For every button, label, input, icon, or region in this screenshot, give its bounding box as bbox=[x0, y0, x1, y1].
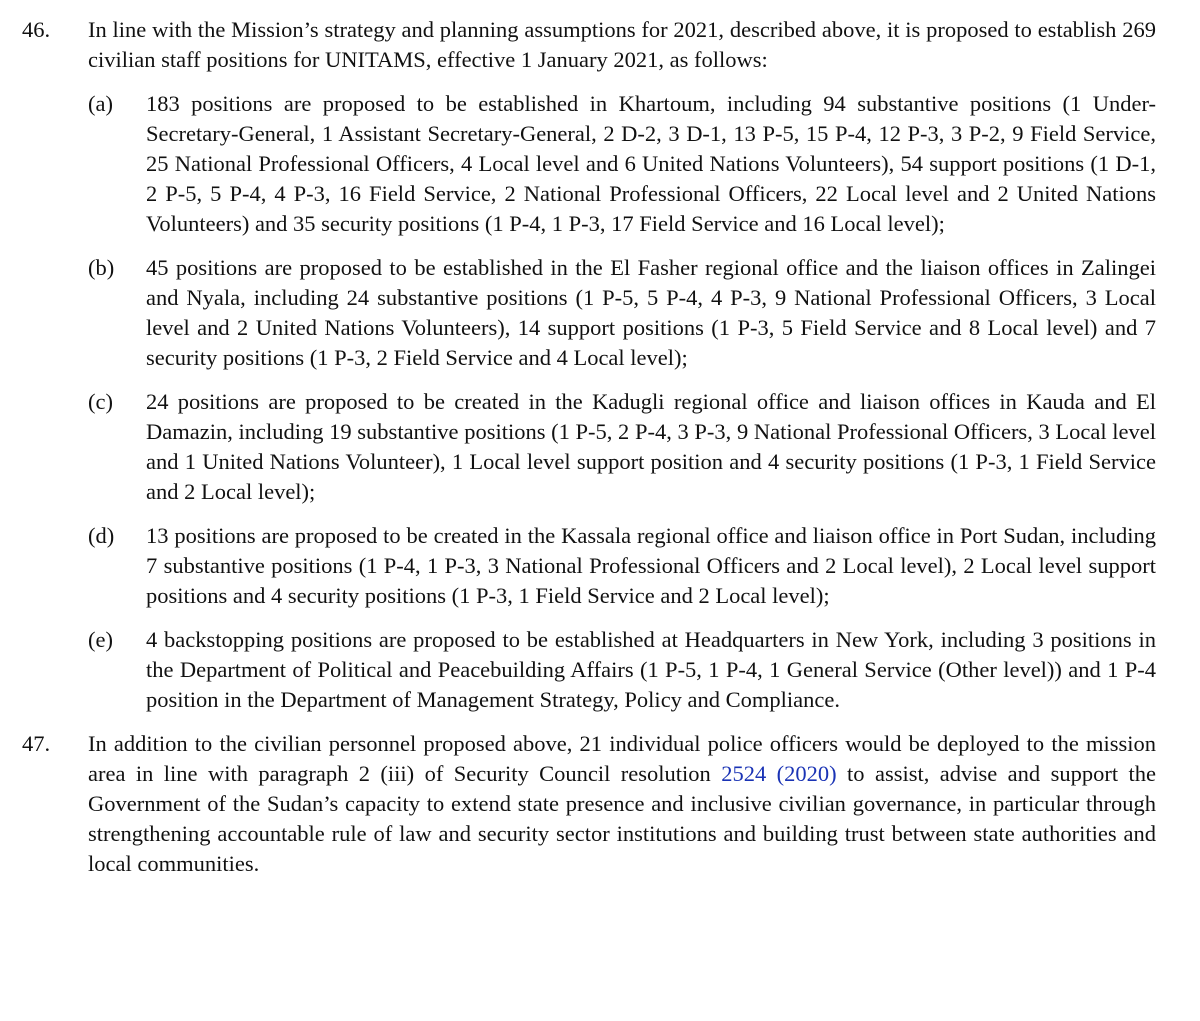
sub-item-d bbox=[0, 521, 1200, 611]
sub-item-c bbox=[0, 387, 1200, 507]
paragraph-46 bbox=[0, 15, 1200, 715]
sub-item-b bbox=[0, 253, 1200, 373]
sub-item-letter: (c) bbox=[88, 389, 113, 414]
sub-item-letter: (a) bbox=[88, 91, 113, 116]
sub-item-letter: (d) bbox=[88, 523, 115, 548]
sub-item-a bbox=[0, 89, 1200, 239]
sub-item-text: 13 positions are proposed to be created in the Kassala regional office and liaison office in Port Sudan, including 7 substantive positions (1 P-4, 1 P-3, 3 National Professional Officers and 2 Local level), 2 Local level support positions and 4 security positions (1 P-3, 1 Field Service and 2 Local level); bbox=[146, 523, 1156, 608]
sub-item-text: 45 positions are proposed to be established in the El Fasher regional office and the liaison offices in Zalingei and Nyala, including 24 substantive positions (1 P-5, 5 P-4, 4 P-3, 9 National Professional Officers, 3 Local level and 2 United Nations Volunteers), 14 support positions (1 P-3, 5 Field Service and 8 Local level) and 7 security positions (1 P-3, 2 Field Service and 4 Local level); bbox=[146, 255, 1156, 370]
paragraph-text-after-link: to assist, advise and support the Government of the Sudan’s capacity to extend state presence and inclusive civilian governance, in particular through strengthening accountable rule of law and security sector institutions and building trust between state authorities and local communities. bbox=[88, 761, 1156, 876]
sub-item-e bbox=[0, 625, 1200, 715]
sub-item-text: 183 positions are proposed to be established in Khartoum, including 94 substantive positions (1 Under-Secretary-General, 1 Assistant Secretary-General, 2 D-2, 3 D-1, 13 P-5, 15 P-4, 12 P-3, 3 P-2, 9 Field Service, 25 National Professional Officers, 4 Local level and 6 United Nations Volunteers), 54 support positions (1 D-1, 2 P-5, 5 P-4, 4 P-3, 16 Field Service, 2 National Professional Officers, 22 Local level and 2 United Nations Volunteers) and 35 security positions (1 P-4, 1 P-3, 17 Field Service and 16 Local level); bbox=[146, 91, 1156, 236]
paragraph-number: 46. bbox=[22, 17, 51, 42]
resolution-link[interactable]: 2524 (2020) bbox=[721, 761, 837, 786]
paragraph-text: In line with the Mission’s strategy and planning assumptions for 2021, described above, it is proposed to establish 269 civilian staff positions for UNITAMS, effective 1 January 2021, as follows: bbox=[88, 17, 1156, 72]
paragraph-number: 47. bbox=[22, 731, 51, 756]
sub-item-letter: (b) bbox=[88, 255, 115, 280]
paragraph-47 bbox=[0, 729, 1200, 879]
sub-item-list bbox=[0, 89, 1200, 715]
paragraph-text bbox=[88, 729, 1156, 879]
sub-item-text: 4 backstopping positions are proposed to be established at Headquarters in New York, including 3 positions in the Department of Political and Peacebuilding Affairs (1 P-5, 1 P-4, 1 General Service (Other level)) and 1 P-4 position in the Department of Management Strategy, Policy and Compliance. bbox=[146, 627, 1156, 712]
paragraph-text-before-link: In addition to the civilian personnel proposed above, 21 individual police officers would be deployed to the mission area in line with paragraph 2 (iii) of Security Council resolution bbox=[88, 731, 1156, 786]
sub-item-letter: (e) bbox=[88, 627, 113, 652]
sub-item-text: 24 positions are proposed to be created in the Kadugli regional office and liaison offices in Kauda and El Damazin, including 19 substantive positions (1 P-5, 2 P-4, 3 P-3, 9 National Professional Officers, 3 Local level and 1 United Nations Volunteer), 1 Local level support position and 4 security positions (1 P-3, 1 Field Service and 2 Local level); bbox=[146, 389, 1156, 504]
